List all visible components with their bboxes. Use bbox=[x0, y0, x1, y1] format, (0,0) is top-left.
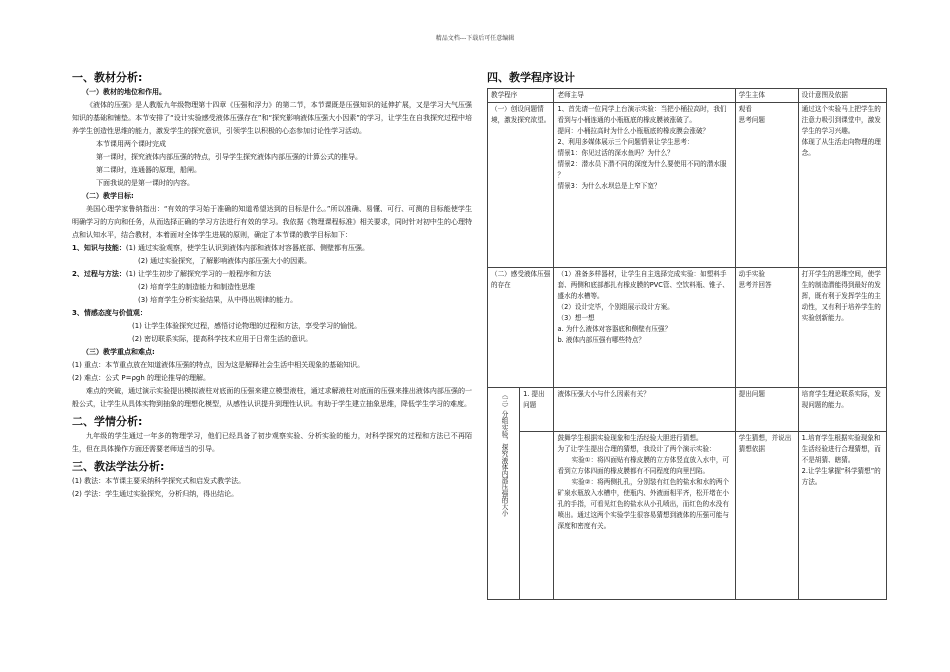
student-cell bbox=[735, 388, 798, 432]
goal-item: (3) 培育学生分析实验结果，从中得出规律的能力。 bbox=[138, 296, 298, 304]
table-header: 教学程序 bbox=[488, 89, 554, 103]
goal-item: (1) 通过实验观察，使学生认识到液体内部和液体对容器底部、侧壁都有压强。 bbox=[125, 244, 370, 252]
subsection-title-key-points: （三）教学重点和难点: bbox=[82, 348, 155, 356]
table-header-row bbox=[488, 89, 887, 103]
procedure-table bbox=[487, 88, 887, 600]
section-title-methods: 三、教法学法分析: bbox=[72, 460, 165, 473]
goal-line bbox=[72, 307, 472, 320]
cell-text: 情景2：潜水员下潜不同的深度为什么要使用不同的潜水服 ？ bbox=[557, 160, 727, 179]
paragraph: 美国心理学家鲁纳指出：“有效的学习始于准确的知道希望达到的目标是什么。”所以准确、易懂、可行、可测的目标能使学生明确学习的方向和任务，从而选择正确的学习方法进行有效的学习。我依据《物理课程标准》相关要求，同时针对初中生的心理特点和认知水平，结合教材，本着面对全体学生进展的原则，确定了本节课的教学目标如下： bbox=[72, 205, 472, 239]
paragraph: 下面我说的是第一课时的内容。 bbox=[96, 179, 194, 187]
procedure-cell bbox=[488, 103, 554, 268]
cell-text: （1）准备多样器材，让学生自主选择完成实验：如塑料手套、两侧和底部都扎有橡皮膜的PVC管、空饮料瓶、锥子、盛水的水槽等。 bbox=[557, 270, 729, 300]
goal-item: (2) 培育学生的制造能力和制造性思维 bbox=[138, 283, 256, 291]
cell-text: 鼓舞学生根据实验现象和生活经验大胆进行猜想。 bbox=[557, 434, 703, 442]
procedure-cell bbox=[488, 268, 554, 388]
cell-text: 液体压强大小与什么因素有关？ bbox=[557, 390, 650, 398]
goal-item: (1) 让学生初步了解探究学习的一般程序和方法 bbox=[125, 270, 272, 278]
teacher-cell bbox=[554, 268, 735, 388]
intent-cell bbox=[798, 388, 886, 432]
cell-text: 情景3：为什么水坝总是上窄下宽？ bbox=[557, 182, 661, 190]
cell-text: 1.培育学生根据实验现象和生活经验进行合理猜想，而不是胡猜、瞎猜。 bbox=[801, 434, 881, 464]
paragraph: 九年级的学生通过一年多的物理学习，他们已经具备了初步观察实验、分析实验的能力，对科学探究的过程和方法已不再陌生，但在具体操作方面还需要老师适当的引导。 bbox=[72, 432, 472, 453]
intent-cell bbox=[798, 268, 886, 388]
cell-text: 实验②：将两侧扎孔，分别装有红色的盐水和水的两个矿泉水瓶放入水槽中，使瓶内、外液面相平齐，松开堵在小孔的手指，可看见红色的盐水从小孔喷出，而红色的水没有喷出。通过这两个实验学生很容易猜想到液体的压强可能与深度和密度有关。 bbox=[557, 478, 730, 530]
cell-text: （3）想一想 bbox=[557, 314, 595, 322]
cell-text: 思考问题 bbox=[738, 116, 765, 124]
goal-line bbox=[72, 268, 472, 281]
student-cell bbox=[735, 432, 798, 600]
paragraph: 《液体的压强》是人教版九年级物理第十四章《压强和浮力》的第二节，本节课既是压强知识的延伸扩展，又是学习大气压强知识的基础和铺垫。本节安排了“设计实验感受液体压强存在”和“探究影响液体压强大小因素”的学习，让学生在自我探究过程中培养学生创造性思维的能力，激发学生的探究意识，引领学生以积极的心态参加讨论性学习活动。 bbox=[72, 101, 472, 135]
goal-line bbox=[72, 242, 472, 255]
goal-label: 3、情感态度与价值观： bbox=[72, 309, 147, 317]
cell-text: （一）创设问题情境，激发探究欲望。 bbox=[491, 105, 551, 124]
goal-label: 1、知识与技能： bbox=[72, 244, 126, 252]
paragraph: 难点的突破，通过演示实验提出模拟液柱对底面的压强来建立模型液柱，通过求解液柱对底面的压强来推出液体内部压强的一般公式，让学生从具体实物到抽象的理想化模型，从感性认识提升到理性认识。有助于学生建立抽象思维，降低学生学习的难度。 bbox=[72, 387, 472, 408]
section-title-procedure: 四、教学程序设计 bbox=[487, 71, 575, 84]
subsection-title-goals: （二）教学目标: bbox=[82, 192, 134, 200]
paragraph: 本节课用两个课时完成 bbox=[96, 140, 166, 148]
cell-text: a. 为什么液体对容器底和侧壁有压强？ bbox=[557, 325, 672, 333]
vertical-label: （三）分组实验，探究液体内部压强的大小 bbox=[500, 391, 509, 517]
cell-text: （二）感受液体压强的存在 bbox=[491, 270, 551, 289]
table-row bbox=[488, 268, 887, 388]
student-cell bbox=[735, 268, 798, 388]
cell-text: 2、利用多媒体展示三个问题情景让学生思考： bbox=[557, 138, 694, 146]
cell-text: 通过这个实验马上把学生的注意力吸引到课堂中，激发学生的学习兴趣。 bbox=[801, 105, 881, 135]
header-note: 精品文档---下载后可任意编辑 bbox=[435, 35, 515, 42]
cell-text: 实验①：将四面贴有橡皮膜的立方体竖直放入水中，可看到立方体四面的橡皮膜都有不同程度的向里凹陷。 bbox=[557, 456, 730, 475]
cell-text: 体现了从生活走向物理的理念。 bbox=[801, 138, 881, 157]
section-title-student-analysis: 二、学情分析: bbox=[72, 415, 143, 428]
sub-step-cell bbox=[520, 388, 554, 432]
cell-text: 观看 bbox=[738, 105, 752, 113]
paragraph: (1) 教法：本节课主要采纳科学探究式和启发式教学法。 bbox=[72, 477, 246, 485]
sub-step-cell bbox=[520, 432, 554, 600]
goal-item: (2) 通过实验探究，了解影响液体内部压强大小的因素。 bbox=[138, 257, 312, 265]
teacher-cell bbox=[554, 103, 735, 268]
goal-item: (1) 让学生体验探究过程，感悟讨论物理的过程和方法，享受学习的愉悦。 bbox=[132, 322, 362, 330]
paragraph: (1) 重点：本节重点放在知道液体压强的特点，因为这是解释社会生活中相关现象的基础知识。 bbox=[72, 361, 365, 369]
cell-text: 情景1：你见过活的深水鱼吗？为什么？ bbox=[557, 149, 674, 157]
cell-text: 1、首先请一位同学上台演示实验：当把小桶拉高时，我们看到与小桶连通的小瓶瓶底的橡皮膜被涨破了。 bbox=[557, 105, 727, 124]
cell-text: 为了让学生提出合理的猜想，我设计了两个演示实验： bbox=[557, 445, 716, 453]
table-row bbox=[488, 432, 887, 600]
subsection-title-position: （一）教材的地位和作用。 bbox=[82, 88, 166, 96]
right-column bbox=[487, 70, 887, 600]
paragraph: 第二课时，连通器的原理，船闸。 bbox=[96, 166, 201, 174]
cell-text: b. 液体内部压强有哪些特点？ bbox=[557, 336, 645, 344]
student-cell bbox=[735, 103, 798, 268]
cell-text: 动手实验 bbox=[738, 270, 765, 278]
table-header: 学生主体 bbox=[735, 89, 798, 103]
paragraph: 第一课时，探究液体内部压强的特点，引导学生探究液体内部压强的计算公式的推导。 bbox=[96, 153, 362, 161]
cell-text: （2）设计完毕，个别组展示设计方案。 bbox=[557, 303, 674, 311]
teacher-cell bbox=[554, 388, 735, 432]
table-row bbox=[488, 388, 887, 432]
intent-cell bbox=[798, 103, 886, 268]
cell-text: 思考并回答 bbox=[738, 281, 772, 289]
cell-text: 2.让学生掌握“科学猜想”的方法。 bbox=[801, 467, 881, 486]
section-title-teaching-material: 一、教材分析: bbox=[72, 71, 143, 84]
cell-text: 打开学生的思维空间，使学生的制造潜能得到最好的发挥，既有利于发挥学生的主动性，又有利于培养学生的实验创新能力。 bbox=[801, 270, 881, 322]
table-header: 老师主导 bbox=[554, 89, 735, 103]
paragraph: (2) 难点：公式 P=ρgh 的理论推导的理解。 bbox=[72, 374, 211, 382]
table-row bbox=[488, 103, 887, 268]
goal-item: (2) 密切联系实际，提高科学技术应用于日常生活的意识。 bbox=[132, 335, 313, 343]
left-column bbox=[72, 70, 472, 501]
teacher-cell bbox=[554, 432, 735, 600]
cell-text: 培育学生理论联系实际，发现问题的能力。 bbox=[801, 390, 881, 409]
procedure-cell bbox=[488, 388, 520, 600]
intent-cell bbox=[798, 432, 886, 600]
cell-text: 提问：小桶拉高时为什么小瓶瓶底的橡皮膜会涨破？ bbox=[557, 127, 710, 135]
paragraph: (2) 学法：学生通过实验探究，分析归纳，得出结论。 bbox=[72, 490, 239, 498]
cell-text: 提出问题 bbox=[738, 390, 765, 398]
table-header: 设计意图及依据 bbox=[798, 89, 886, 103]
goal-label: 2、过程与方法： bbox=[72, 270, 126, 278]
cell-text: 1. 提出问题 bbox=[523, 390, 545, 409]
cell-text: 学生猜想，并说出猜想依据 bbox=[738, 434, 792, 453]
